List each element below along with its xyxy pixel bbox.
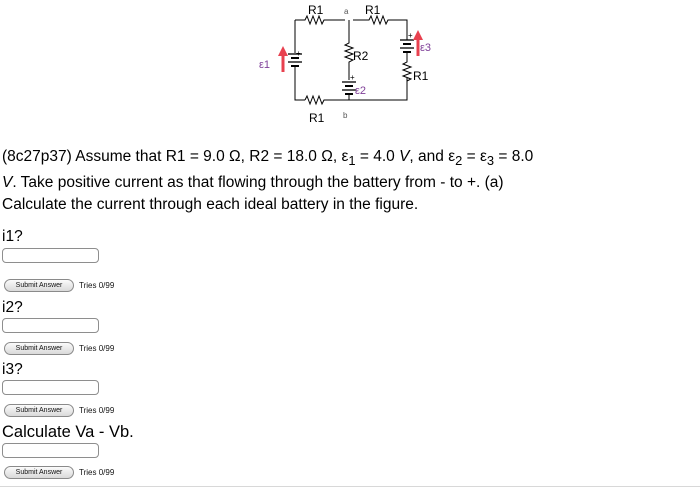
question-label-i2: i2? [2,299,23,316]
plus-e1: + [296,49,301,58]
label-e2: ε2 [355,85,367,97]
submit-answer-button-va-vb[interactable]: Submit Answer [4,466,74,479]
tries-counter-i1: Tries 0/99 [79,281,115,290]
plus-e2: + [350,73,355,82]
label-e1: ε1 [259,59,271,71]
battery-e2-icon [342,82,356,94]
arrow-e3-icon [413,30,423,40]
tries-counter-i2: Tries 0/99 [79,344,115,353]
answer-input-i3[interactable] [2,380,99,395]
submit-answer-button-i1[interactable]: Submit Answer [4,279,74,292]
answer-input-va-vb[interactable] [2,443,99,458]
top-wire [295,16,407,40]
problem-statement: (8c27p37) Assume that R1 = 9.0 Ω, R2 = 18.0 Ω, $\varepsilon_1 = 4.0$ V, and $\varepsilon_2 = \varepsilon_3 = 8.0$ V. Take positive current as that flowing through the battery from - to +. (a) Calculate the current through each ideal battery in the figure. [2,148,534,214]
arrow-e1-icon [278,46,288,56]
label-e3: ε3 [420,42,432,54]
tries-counter-i3: Tries 0/99 [79,406,115,415]
battery-e3-icon [400,40,414,52]
answer-input-i1[interactable] [2,248,99,263]
question-label-i3: i3? [2,361,23,378]
label-r1-bottom: R1 [309,111,325,125]
circuit-diagram [255,0,445,135]
submit-answer-button-i3[interactable]: Submit Answer [4,404,74,417]
label-r2: R2 [353,49,369,63]
label-r1-top-left: R1 [308,3,324,17]
tries-counter-va-vb: Tries 0/99 [79,468,115,477]
question-label-va-vb: Calculate Va - Vb. [2,423,134,441]
middle-branch [345,20,353,100]
left-wire [295,20,305,100]
question-label-i1: i1? [2,228,23,245]
label-r1-top-right: R1 [365,3,381,17]
right-branch [403,52,411,81]
submit-answer-button-i2[interactable]: Submit Answer [4,342,74,355]
divider [0,486,700,487]
node-b-label: b [343,111,348,120]
answer-input-i2[interactable] [2,318,99,333]
plus-e3: + [408,31,413,40]
node-a-label: a [344,7,349,16]
label-r1-right: R1 [413,69,429,83]
